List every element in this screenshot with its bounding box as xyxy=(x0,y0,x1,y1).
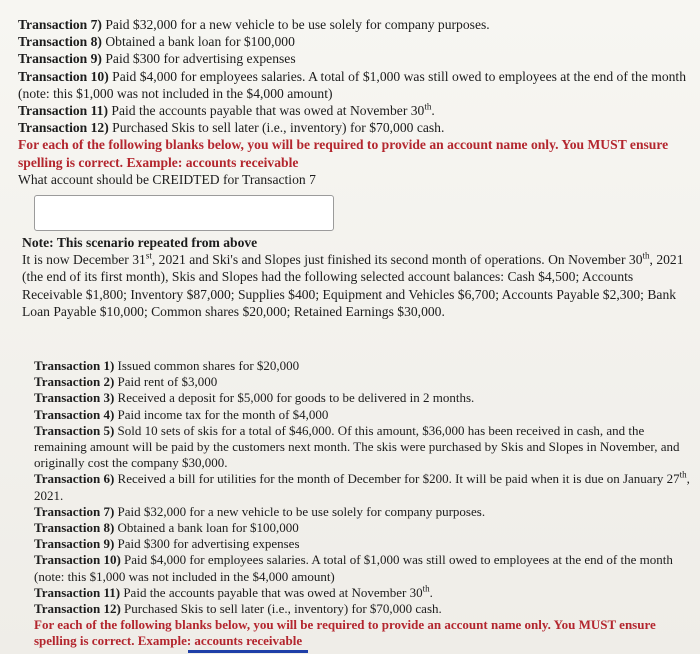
transaction-4: Transaction 4) Paid income tax for the month of $4,000 xyxy=(34,406,329,422)
transaction-6: Transaction 6) Received a bill for utilities for the month of December for $200. It will be paid when it is due on January 27th, 2021. xyxy=(34,470,690,503)
transaction-11: Transaction 11) Paid the accounts payable that was owed at November 30th. xyxy=(18,101,435,119)
transaction-7: Transaction 7) Paid $32,000 for a new vehicle to be use solely for company purposes. xyxy=(34,503,486,519)
scenario-note xyxy=(22,234,690,320)
instruction-text: For each of the following blanks below, you will be required to provide an account name only. You MUST ensure spelling is correct. Example: accounts receivable xyxy=(34,617,656,649)
bottom-transactions xyxy=(34,358,690,650)
transaction-11: Transaction 11) Paid the accounts payable that was owed at November 30th. xyxy=(34,583,433,600)
question-text: What account should be CREIDTED for Transaction 7 xyxy=(18,171,316,187)
transaction-5: Transaction 5) Sold 10 sets of skis for a total of $46,000. Of this amount, $36,000 has been received in cash, and the remaining amount will be paid by the customers next month. The skis were purchased by Skis and Slopes in November, and originally cost the company $30,000. xyxy=(34,422,680,471)
transaction-1: Transaction 1) Issued common shares for $20,000 xyxy=(34,358,300,373)
transaction-10: Transaction 10) Paid $4,000 for employees salaries. A total of $1,000 was still owed to employees at the end of the month (note: this $1,000 was not included in the $4,000 amount) xyxy=(34,552,673,584)
transaction-3: Transaction 3) Received a deposit for $5,000 for goods to be delivered in 2 months. xyxy=(34,390,475,406)
transaction-8: Transaction 8) Obtained a bank loan for $100,000 xyxy=(18,34,295,50)
answer-input[interactable] xyxy=(34,195,334,231)
transaction-9: Transaction 9) Paid $300 for advertising expenses xyxy=(18,51,296,67)
note-paragraph: It is now December 31st, 2021 and Ski's and Slopes just finished its second month of operations. On November 30th, 2021 (the end of its first month), Skis and Slopes had the following selected account balances: Cash $4,500; Accounts Receivable $1,800; Inventory $87,000; Supplies $400; Equipment and Vehicles $6,700; Accounts Payable $2,300; Bank Loan Payable $10,000; Common shares $20,000; Retained Earnings $30,000. xyxy=(22,250,684,319)
cut-off-underline xyxy=(188,650,308,653)
transaction-7: Transaction 7) Paid $32,000 for a new vehicle to be use solely for company purposes. xyxy=(18,17,490,32)
top-transactions xyxy=(18,16,690,188)
instruction-text: For each of the following blanks below, you will be required to provide an account name only. You MUST ensure spelling is correct. Example: accounts receivable xyxy=(18,137,669,170)
transaction-12: Transaction 12) Purchased Skis to sell later (i.e., inventory) for $70,000 cash. xyxy=(18,120,445,136)
transaction-12: Transaction 12) Purchased Skis to sell later (i.e., inventory) for $70,000 cash. xyxy=(34,601,442,617)
transaction-8: Transaction 8) Obtained a bank loan for $100,000 xyxy=(34,520,299,536)
transaction-2: Transaction 2) Paid rent of $3,000 xyxy=(34,374,218,390)
transaction-9: Transaction 9) Paid $300 for advertising expenses xyxy=(34,536,300,552)
note-title: Note: This scenario repeated from above xyxy=(22,235,258,250)
transaction-10: Transaction 10) Paid $4,000 for employees salaries. A total of $1,000 was still owed to employees at the end of the month (note: this $1,000 was not included in the $4,000 amount) xyxy=(18,68,686,101)
